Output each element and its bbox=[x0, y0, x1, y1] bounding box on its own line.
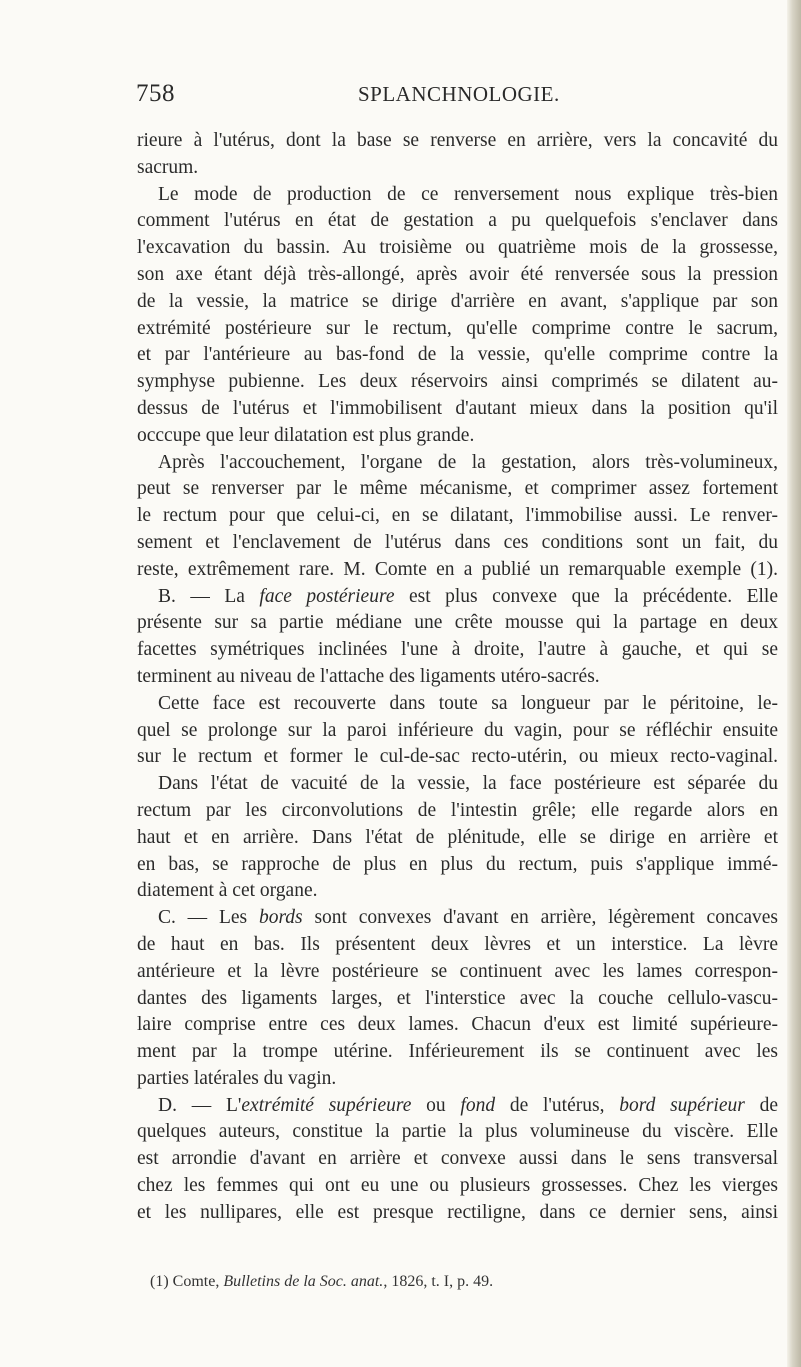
text-line: peut se renverser par le même mécanisme, et comprimer assez fortement bbox=[137, 478, 778, 500]
text-line: présente sur sa partie médiane une crête mousse qui la partage en deux bbox=[137, 612, 778, 634]
text-line: diatement à cet organe. bbox=[137, 880, 318, 902]
text-line: laire comprise entre ces deux lames. Chacun d'eux est limité supérieure- bbox=[137, 1014, 778, 1036]
text-run: B. — La bbox=[158, 585, 260, 607]
text-run: sont convexes d'avant en arrière, légèrement concaves bbox=[302, 907, 778, 929]
text-line: l'excavation du bassin. Au troisième ou quatrième mois de la grossesse, bbox=[137, 237, 778, 259]
body-text bbox=[137, 128, 778, 1227]
text-line: rectum par les circonvolutions de l'intestin grêle; elle regarde alors en bbox=[137, 799, 778, 821]
footnote-journal-title: Bulletins de la Soc. anat. bbox=[223, 1273, 384, 1290]
page-edge-shadow bbox=[787, 0, 801, 1367]
text-line: quelques auteurs, constitue la partie la plus volumineuse du viscère. Elle bbox=[137, 1121, 778, 1143]
text-line: quel se prolonge sur la paroi inférieure du vagin, pour se réfléchir ensuite bbox=[137, 719, 778, 741]
text-line: et par l'antérieure au bas-fond de la vessie, qu'elle comprime contre la bbox=[137, 344, 778, 366]
text-line: sacrum. bbox=[137, 156, 199, 178]
text-run: de l'utérus, bbox=[495, 1094, 620, 1116]
text-line: Dans l'état de vacuité de la vessie, la face postérieure est séparée du bbox=[158, 773, 778, 795]
text-line: comment l'utérus en état de gestation a pu quelquefois s'enclaver dans bbox=[137, 210, 778, 232]
text-line: son axe étant déjà très-allongé, après avoir été renversée sous la pression bbox=[137, 263, 778, 285]
text-run: est plus convexe que la précédente. Elle bbox=[394, 585, 778, 607]
footnote-text: , 1826, t. I, p. 49. bbox=[383, 1273, 494, 1290]
italic-term: bords bbox=[258, 907, 303, 929]
text-line: ment par la trompe utérine. Inférieurement ils se continuent avec les bbox=[137, 1041, 778, 1063]
text-line: occcupe que leur dilatation est plus grande. bbox=[137, 424, 475, 446]
section-c-first-line bbox=[137, 905, 778, 932]
text-run: ou bbox=[411, 1094, 461, 1116]
text-line: Après l'accouchement, l'organe de la gestation, alors très-volumineux, bbox=[158, 451, 778, 473]
italic-term: bord supérieur bbox=[619, 1094, 745, 1116]
italic-term: face postérieure bbox=[259, 585, 395, 607]
italic-term: fond bbox=[460, 1094, 496, 1116]
text-line: parties latérales du vagin. bbox=[137, 1067, 337, 1089]
text-line: chez les femmes qui ont eu une ou plusieurs grossesses. Chez les vierges bbox=[137, 1175, 778, 1197]
text-line: dantes des ligaments larges, et l'interstice avec la couche cellulo-vascu- bbox=[137, 987, 778, 1009]
text-line: rieure à l'utérus, dont la base se renverse en arrière, vers la concavité du bbox=[137, 130, 778, 151]
text-run: D. — L' bbox=[158, 1094, 242, 1116]
section-d-first-line bbox=[137, 1093, 778, 1120]
text-line: en bas, se rapproche de plus en plus du rectum, puis s'applique immé- bbox=[137, 853, 778, 875]
text-line: dessus de l'utérus et l'immobilisent d'autant mieux dans la position qu'il bbox=[137, 397, 778, 419]
text-line: reste, extrêmement rare. M. Comte en a publié un remarquable exemple (1). bbox=[137, 558, 778, 580]
text-line: Le mode de production de ce renversement nous explique très-bien bbox=[158, 183, 778, 205]
text-line: haut et en arrière. Dans l'état de plénitude, elle se dirige en arrière et bbox=[137, 826, 778, 848]
text-line: de la vessie, la matrice se dirige d'arrière en avant, s'applique par son bbox=[137, 290, 778, 312]
text-line: antérieure et la lèvre postérieure se continuent avec les lames correspon- bbox=[137, 960, 778, 982]
text-line: terminent au niveau de l'attache des ligaments utéro-sacrés. bbox=[137, 665, 600, 687]
footnote-text: (1) Comte, bbox=[150, 1273, 224, 1290]
page-header bbox=[136, 80, 776, 114]
text-run: de bbox=[744, 1094, 779, 1116]
footnote bbox=[150, 1273, 493, 1291]
text-run: C. — Les bbox=[158, 907, 259, 929]
text-line: le rectum pour que celui-ci, en se dilatant, l'immobilise aussi. Le renver- bbox=[137, 505, 778, 527]
section-b-first-line bbox=[137, 584, 778, 611]
text-line: facettes symétriques inclinées l'une à droite, l'autre à gauche, et qui se bbox=[137, 639, 778, 661]
page-number: 758 bbox=[136, 80, 175, 107]
italic-term: extrémité supérieure bbox=[241, 1094, 412, 1116]
text-line: et les nullipares, elle est presque rectiligne, dans ce dernier sens, ainsi bbox=[137, 1201, 778, 1223]
text-line: symphyse pubienne. Les deux réservoirs ainsi comprimés se dilatent au- bbox=[137, 371, 778, 393]
text-line: Cette face est recouverte dans toute sa longueur par le péritoine, le- bbox=[158, 692, 778, 714]
text-line: sement et l'enclavement de l'utérus dans ces conditions sont un fait, du bbox=[137, 531, 778, 553]
text-line: est arrondie d'avant en arrière et convexe aussi dans le sens transversal bbox=[137, 1148, 778, 1170]
running-head: SPLANCHNOLOGIE. bbox=[358, 82, 560, 106]
text-line: de haut en bas. Ils présentent deux lèvres et un interstice. La lèvre bbox=[137, 933, 778, 955]
text-line: extrémité postérieure sur le rectum, qu'elle comprime contre le sacrum, bbox=[137, 317, 778, 339]
text-line: sur le rectum et former le cul-de-sac recto-utérin, ou mieux recto-vaginal. bbox=[137, 746, 778, 768]
